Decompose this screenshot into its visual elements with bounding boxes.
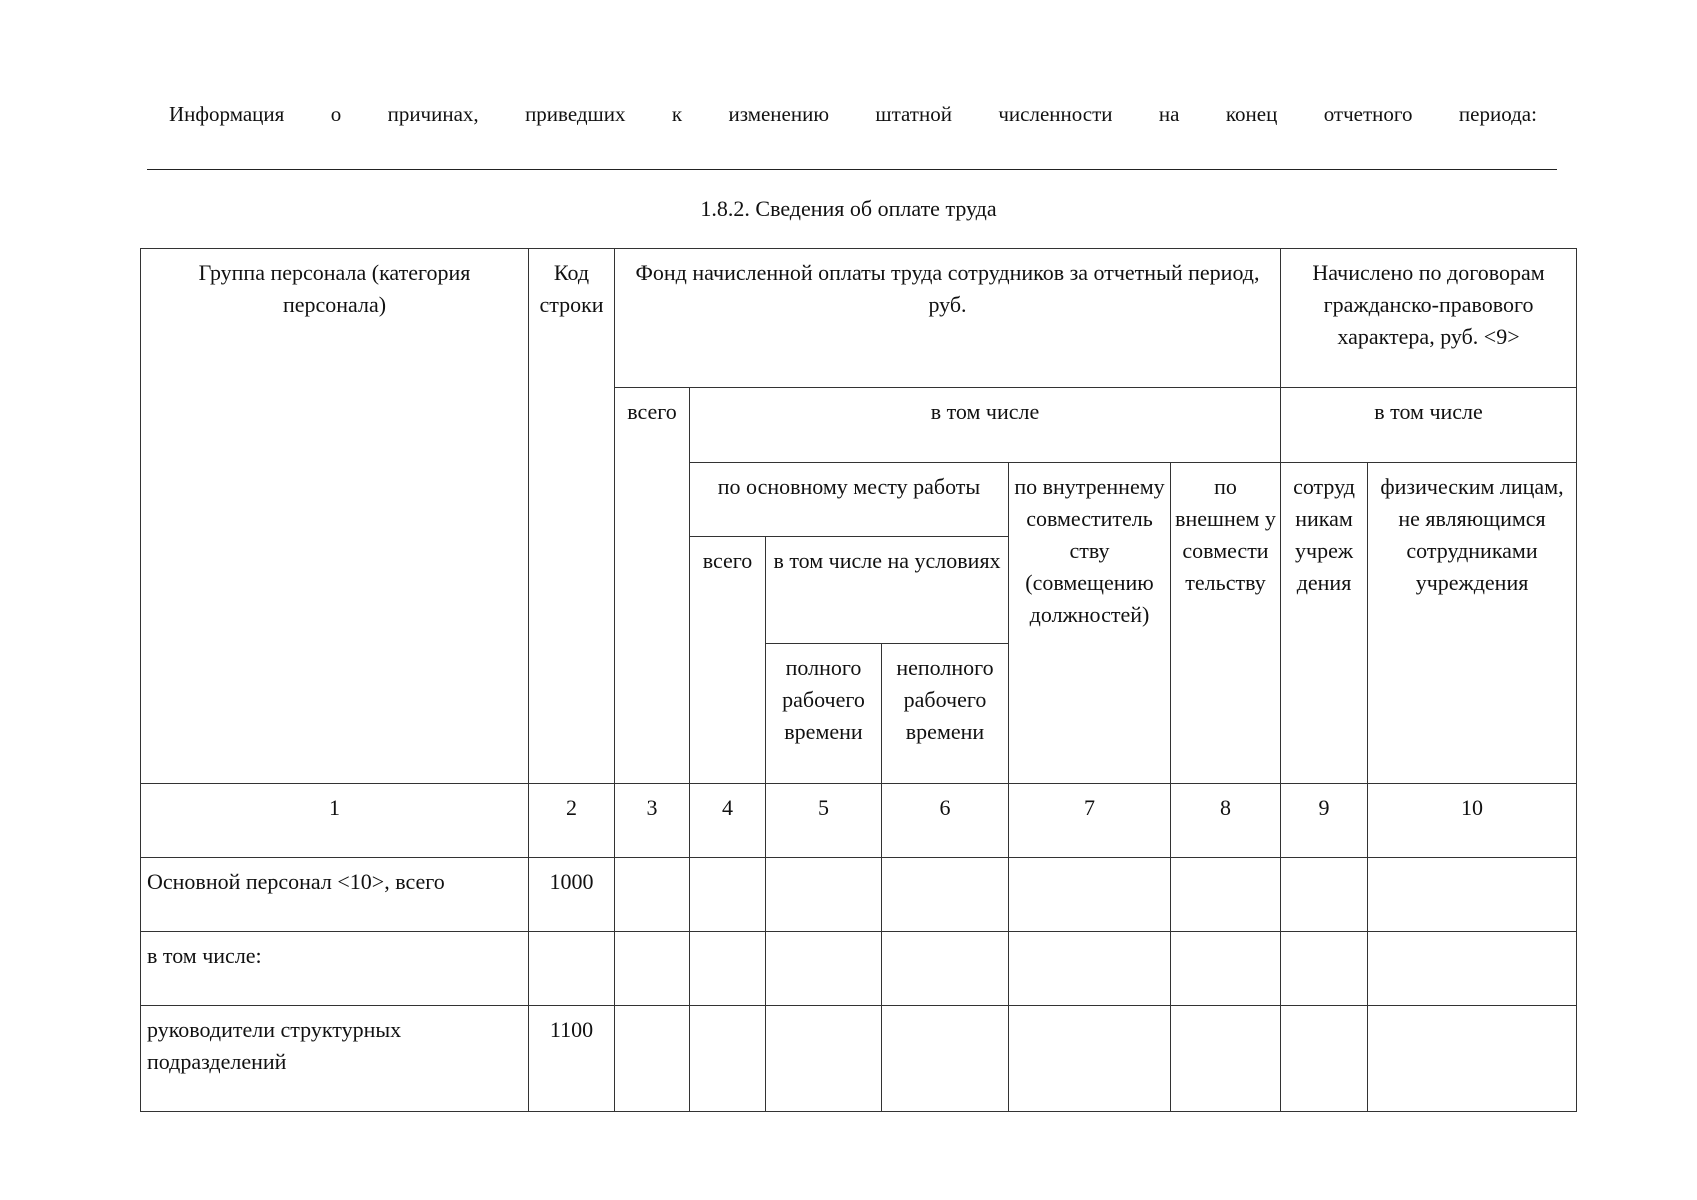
row-code [529,932,615,1006]
table-row [141,932,1577,1006]
data-cell[interactable] [882,858,1009,932]
header-gpc-incl: в том числе [1281,388,1577,463]
info-word: причинах, [387,102,479,126]
row-label: в том числе: [141,932,529,1006]
header-fund-total: всего [615,388,690,784]
info-word: на [1158,102,1180,126]
col-number: 10 [1368,784,1577,858]
column-number-row [141,784,1577,858]
data-cell[interactable] [1171,858,1281,932]
col-number: 7 [1009,784,1171,858]
info-word: численности [998,102,1113,126]
data-cell[interactable] [690,1006,766,1112]
payroll-table [140,248,1577,1112]
info-word: конец [1225,102,1278,126]
data-cell[interactable] [1171,932,1281,1006]
header-main-cond: в том числе на условиях [766,537,1009,644]
data-cell[interactable] [1281,932,1368,1006]
header-external: по внешнем у совмести тельству [1171,463,1281,784]
header-main-place: по основному месту работы [690,463,1009,537]
info-word: штатной [875,102,952,126]
data-cell[interactable] [615,858,690,932]
data-cell[interactable] [1368,858,1577,932]
header-individuals: физическим лицам, не являющимся сотрудниками учреждения [1368,463,1577,784]
data-cell[interactable] [1281,1006,1368,1112]
data-cell[interactable] [615,932,690,1006]
data-cell[interactable] [766,858,882,932]
header-code: Код строки [529,249,615,784]
header-full-time: полного рабочего времени [766,644,882,784]
info-word: приведших [525,102,626,126]
col-number: 2 [529,784,615,858]
info-word: изменению [728,102,830,126]
col-number: 4 [690,784,766,858]
data-cell[interactable] [1281,858,1368,932]
info-fill-line[interactable] [147,169,1557,170]
col-number: 8 [1171,784,1281,858]
header-employees: сотруд никам учреж дения [1281,463,1368,784]
info-word: о [330,102,342,126]
header-gpc: Начислено по договорам гражданско-правового характера, руб. <9> [1281,249,1577,388]
data-cell[interactable] [766,1006,882,1112]
data-cell[interactable] [766,932,882,1006]
col-number: 9 [1281,784,1368,858]
row-label: руководители структурных подразделений [141,1006,529,1112]
header-main-total: всего [690,537,766,784]
col-number: 5 [766,784,882,858]
data-cell[interactable] [882,1006,1009,1112]
info-word: отчетного [1323,102,1413,126]
info-line [147,100,1557,128]
info-word: Информация [169,102,285,126]
data-cell[interactable] [1171,1006,1281,1112]
table-row [141,1006,1577,1112]
data-cell[interactable] [1368,932,1577,1006]
header-fund: Фонд начисленной оплаты труда сотрудников за отчетный период, руб. [615,249,1281,388]
data-cell[interactable] [1009,932,1171,1006]
header-part-time: неполного рабочего времени [882,644,1009,784]
info-word: к [671,102,683,126]
info-word: периода: [1458,102,1537,126]
data-cell[interactable] [690,932,766,1006]
row-code: 1100 [529,1006,615,1112]
data-cell[interactable] [690,858,766,932]
row-label: Основной персонал <10>, всего [141,858,529,932]
row-code: 1000 [529,858,615,932]
col-number: 3 [615,784,690,858]
data-cell[interactable] [1009,858,1171,932]
header-group: Группа персонала (категория персонала) [141,249,529,784]
table-row [141,858,1577,932]
data-cell[interactable] [1368,1006,1577,1112]
header-fund-incl: в том числе [690,388,1281,463]
data-cell[interactable] [615,1006,690,1112]
col-number: 1 [141,784,529,858]
col-number: 6 [882,784,1009,858]
data-cell[interactable] [882,932,1009,1006]
section-title: 1.8.2. Сведения об оплате труда [700,196,997,221]
data-cell[interactable] [1009,1006,1171,1112]
header-internal: по внутреннему совместитель ству (совмещению должностей) [1009,463,1171,784]
